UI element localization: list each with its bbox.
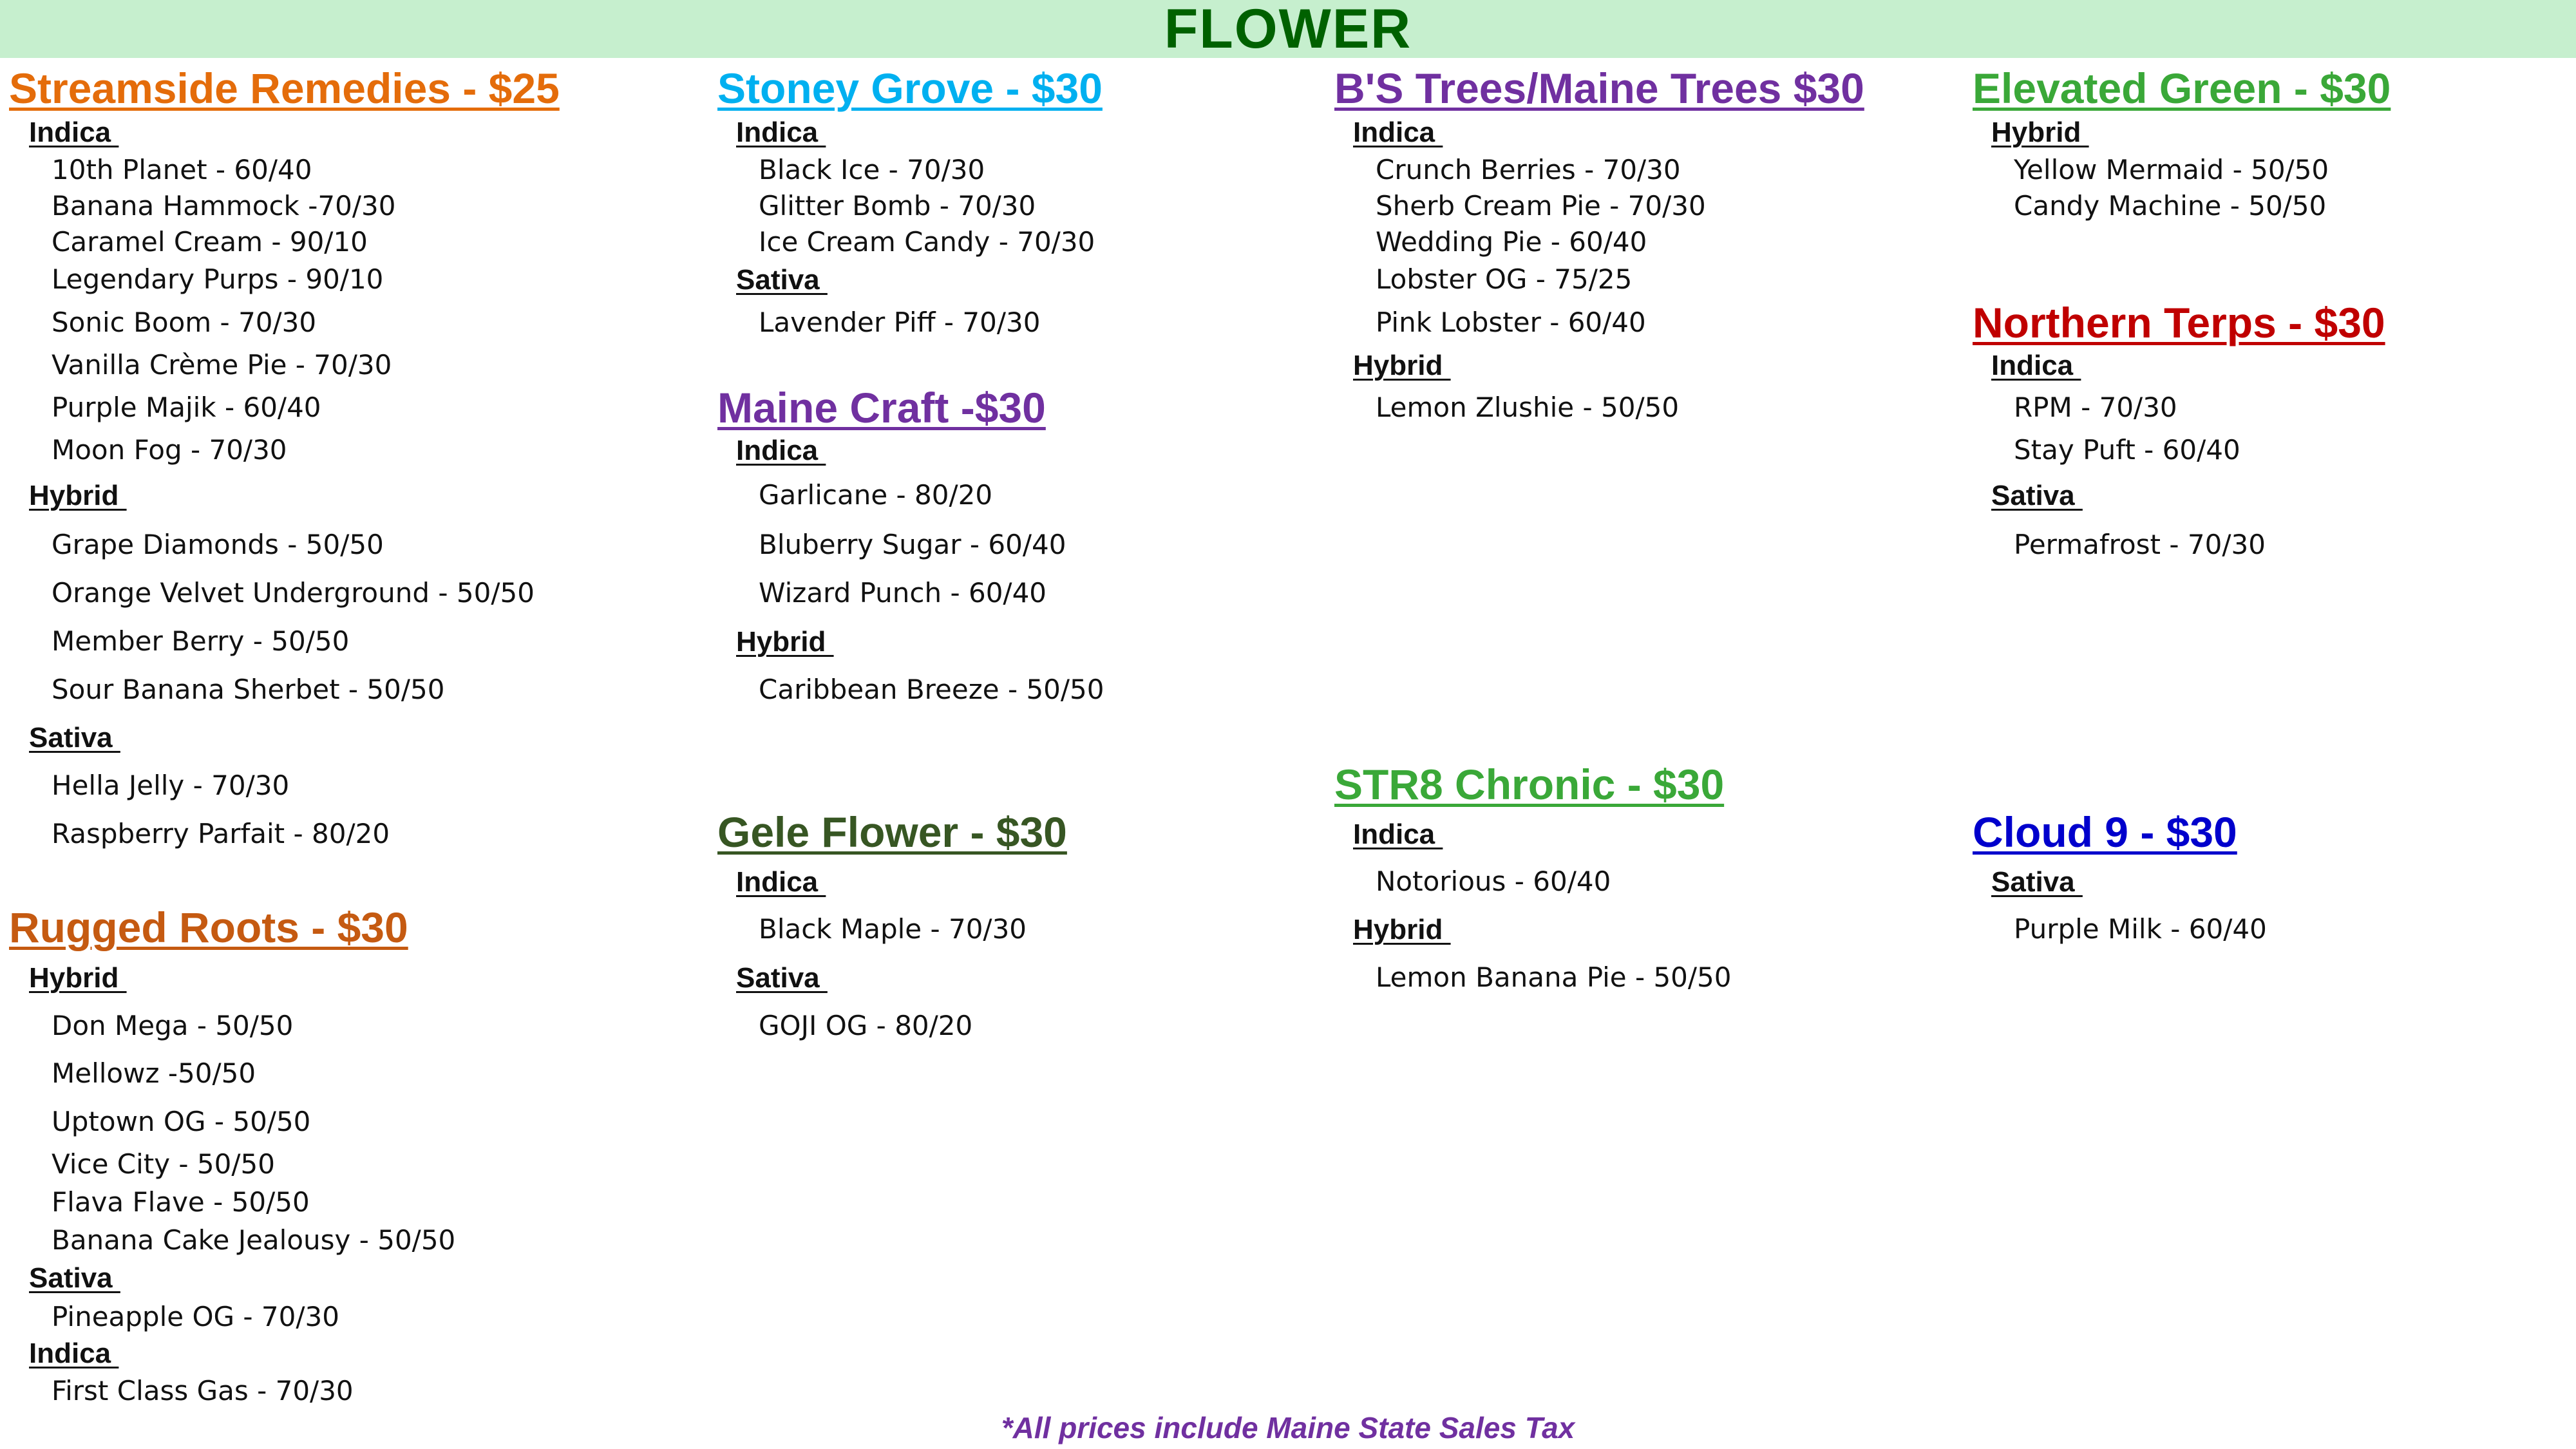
category-indica: Indica (1991, 350, 2081, 381)
strain-item: Garlicane - 80/20 (759, 479, 993, 511)
strain-item: Uptown OG - 50/50 (52, 1106, 311, 1137)
category-hybrid: Hybrid (1353, 350, 1451, 381)
strain-item: GOJI OG - 80/20 (759, 1010, 973, 1041)
category-indica: Indica (1353, 819, 1443, 850)
category-sativa: Sativa (1991, 480, 2083, 511)
strain-item: First Class Gas - 70/30 (52, 1375, 354, 1406)
strain-item: Permafrost - 70/30 (2014, 529, 2266, 560)
strain-item: Sonic Boom - 70/30 (52, 307, 317, 338)
category-indica: Indica (736, 117, 826, 148)
strain-item: Grape Diamonds - 50/50 (52, 529, 384, 560)
strain-item: Purple Milk - 60/40 (2014, 913, 2267, 945)
category-indica: Indica (29, 1338, 119, 1369)
strain-item: Lemon Banana Pie - 50/50 (1376, 961, 1732, 993)
category-hybrid: Hybrid (736, 626, 834, 658)
page-title: FLOWER (1164, 0, 1412, 60)
strain-item: Bluberry Sugar - 60/40 (759, 529, 1066, 560)
vendor-header-cloud-9: Cloud 9 - $30 (1973, 808, 2237, 856)
strain-item: Mellowz -50/50 (52, 1057, 256, 1089)
strain-item: Crunch Berries - 70/30 (1376, 154, 1681, 185)
strain-item: Lemon Zlushie - 50/50 (1376, 392, 1680, 423)
strain-item: Black Maple - 70/30 (759, 913, 1027, 945)
strain-item: Vanilla Crème Pie - 70/30 (52, 349, 392, 381)
strain-item: Pink Lobster - 60/40 (1376, 307, 1646, 338)
strain-item: Banana Hammock -70/30 (52, 190, 396, 222)
strain-item: Lavender Piff - 70/30 (759, 307, 1041, 338)
strain-item: Stay Puft - 60/40 (2014, 434, 2240, 466)
category-sativa: Sativa (29, 722, 120, 753)
strain-item: Sour Banana Sherbet - 50/50 (52, 674, 445, 705)
strain-item: Purple Majik - 60/40 (52, 392, 321, 423)
title-banner (0, 0, 2576, 58)
category-hybrid: Hybrid (29, 480, 127, 511)
category-hybrid: Hybrid (29, 962, 127, 994)
category-indica: Indica (736, 435, 826, 466)
strain-item: Raspberry Parfait - 80/20 (52, 818, 390, 849)
strain-item: Ice Cream Candy - 70/30 (759, 226, 1095, 258)
category-indica: Indica (29, 117, 119, 148)
vendor-header-str8-chronic: STR8 Chronic - $30 (1334, 761, 1725, 808)
category-hybrid: Hybrid (1991, 117, 2089, 148)
category-sativa: Sativa (736, 962, 828, 994)
strain-item: Banana Cake Jealousy - 50/50 (52, 1224, 456, 1256)
vendor-header-elevated-green: Elevated Green - $30 (1973, 64, 2391, 112)
strain-item: Sherb Cream Pie - 70/30 (1376, 190, 1706, 222)
strain-item: Member Berry - 50/50 (52, 625, 350, 657)
vendor-header-rugged-roots: Rugged Roots - $30 (9, 904, 408, 951)
vendor-header-stoney-grove: Stoney Grove - $30 (717, 64, 1103, 112)
category-sativa: Sativa (29, 1262, 120, 1294)
vendor-header-northern-terps: Northern Terps - $30 (1973, 299, 2385, 346)
strain-item: Caramel Cream - 90/10 (52, 226, 368, 258)
strain-item: Legendary Purps - 90/10 (52, 263, 384, 295)
category-indica: Indica (736, 866, 826, 898)
vendor-header-streamside: Streamside Remedies - $25 (9, 64, 560, 112)
category-sativa: Sativa (736, 264, 828, 296)
strain-item: Don Mega - 50/50 (52, 1010, 294, 1041)
strain-item: Wizard Punch - 60/40 (759, 577, 1047, 609)
strain-item: Pineapple OG - 70/30 (52, 1301, 339, 1332)
strain-item: 10th Planet - 60/40 (52, 154, 312, 185)
strain-item: Flava Flave - 50/50 (52, 1186, 310, 1218)
tax-note: *All prices include Maine State Sales Tax (1001, 1411, 1575, 1444)
category-hybrid: Hybrid (1353, 914, 1451, 945)
strain-item: Black Ice - 70/30 (759, 154, 985, 185)
strain-item: Hella Jelly - 70/30 (52, 770, 290, 801)
vendor-header-bs-trees: B'S Trees/Maine Trees $30 (1334, 64, 1864, 112)
strain-item: Vice City - 50/50 (52, 1148, 275, 1180)
category-sativa: Sativa (1991, 866, 2083, 898)
strain-item: Caribbean Breeze - 50/50 (759, 674, 1104, 705)
strain-item: Candy Machine - 50/50 (2014, 190, 2327, 222)
strain-item: Glitter Bomb - 70/30 (759, 190, 1036, 222)
strain-item: Notorious - 60/40 (1376, 866, 1611, 897)
strain-item: Lobster OG - 75/25 (1376, 263, 1633, 295)
strain-item: Moon Fog - 70/30 (52, 434, 287, 466)
vendor-header-maine-craft: Maine Craft -$30 (717, 384, 1046, 431)
category-indica: Indica (1353, 117, 1443, 148)
strain-item: Wedding Pie - 60/40 (1376, 226, 1647, 258)
strain-item: Yellow Mermaid - 50/50 (2014, 154, 2329, 185)
strain-item: Orange Velvet Underground - 50/50 (52, 577, 535, 609)
strain-item: RPM - 70/30 (2014, 392, 2177, 423)
vendor-header-gele-flower: Gele Flower - $30 (717, 808, 1067, 856)
